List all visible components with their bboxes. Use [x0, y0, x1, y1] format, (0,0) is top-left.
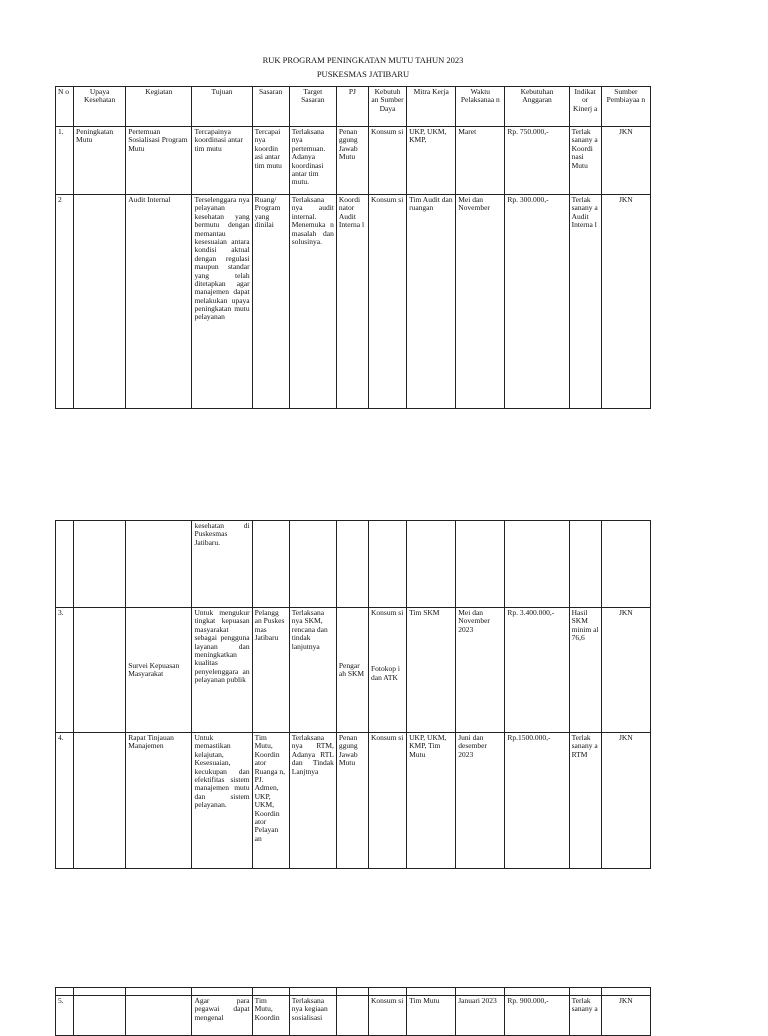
- cell-indikator: Terlak sanany a: [569, 996, 601, 1036]
- header-target-sasaran: Target Sasaran: [289, 87, 336, 127]
- cell-pembiayaan: JKN: [601, 996, 650, 1036]
- header-upaya-kesehatan: Upaya Kesehatan: [74, 87, 126, 127]
- cell-anggaran: Rp. 900.000,-: [505, 996, 569, 1036]
- cell-pembiayaan: JKN: [601, 608, 650, 733]
- header-sasaran: Sasaran: [252, 87, 289, 127]
- cell-upaya: [74, 996, 126, 1036]
- cell-indikator: Terlak sanany a RTM: [569, 733, 601, 869]
- cell-upaya: [74, 608, 126, 733]
- cell-sasaran: Tercapai nya koordin asi antar tim mutu: [252, 127, 289, 195]
- cell-tujuan: kesehatan di Puskesmas Jatibaru.: [192, 521, 252, 608]
- cell-anggaran: Rp. 3.400.000,-: [505, 608, 569, 733]
- document-subtitle: PUSKESMAS JATIBARU: [316, 69, 410, 79]
- header-indikator-kinerja: Indikat or Kinerj a: [569, 87, 601, 127]
- cell-mitra: UKP, UKM, KMP, Tim Mutu: [407, 733, 456, 869]
- cell-pembiayaan: JKN: [601, 195, 650, 409]
- cell-sumber-daya: [368, 608, 406, 733]
- cell-kegiatan: Audit Internal: [126, 195, 192, 409]
- cell-sasaran: Pelangg an Puskes mas Jatibaru: [252, 608, 289, 733]
- cell-waktu: Mei dan November 2023: [456, 608, 505, 733]
- sumber-fotokopi: Fotokop i dan ATK: [370, 664, 400, 682]
- header-kebutuhan-sumber-daya: Kebutuh an Sumber Daya: [368, 87, 406, 127]
- cell-pj: Koordi nator Audit Interna l: [336, 195, 368, 409]
- cell-sasaran: Tim Mutu, Koordin: [252, 996, 289, 1036]
- cell-tujuan: Untuk memastikan kelajutan, Kesesuaian, kecukupan dan efektifitas sistem manajemen mutu dan sistem pelayanan.: [192, 733, 252, 869]
- cell-no: 1.: [56, 127, 74, 195]
- header-pj: PJ: [336, 87, 368, 127]
- cell-anggaran: Rp. 750.000,-: [505, 127, 569, 195]
- cell-waktu: Januari 2023: [456, 996, 505, 1036]
- cell-tujuan: Untuk mengukur tingkat kepuasan masyarakat sebagai pengguna layanan dan meningkatkan kualitas penyelenggara an pelayanan publik: [192, 608, 252, 733]
- cell-sumber-daya: Konsum si: [368, 127, 406, 195]
- cell-pj: Pengar ah SKM: [336, 608, 368, 733]
- cell-sasaran: Tim Mutu, Koordin ator Ruanga n, PJ. Admen, UKP, UKM, Koordin ator Pelayan an: [252, 733, 289, 869]
- cell-target: Terlaksana nya SKM, rencana dan tindak lanjutnya: [289, 608, 336, 733]
- cell-upaya: [74, 195, 126, 409]
- table-header-row: [56, 87, 651, 127]
- cell-indikator: Terlak sanany a Audit Interna l: [569, 195, 601, 409]
- program-table-page-3: [55, 987, 651, 1036]
- cell-target: Terlaksana nya audit internal. Menemuka n masalah dan solusinya.: [289, 195, 336, 409]
- cell-sumber-daya: Konsum si: [368, 195, 406, 409]
- table-row: [56, 521, 651, 608]
- table-row: [56, 733, 651, 869]
- cell-kegiatan: Pertemuan Sosialisasi Program Mutu: [126, 127, 192, 195]
- header-kegiatan: Kegiatan: [126, 87, 192, 127]
- cell-target: Terlaksana nya RTM, Adanya RTL dan Tindak Lanjtnya: [289, 733, 336, 869]
- cell-waktu: Juni dan desember 2023: [456, 733, 505, 869]
- cell-pembiayaan: JKN: [601, 127, 650, 195]
- cell-no: 5.: [56, 996, 74, 1036]
- cell-pj: Penan ggung Jawab Mutu: [336, 733, 368, 869]
- program-table-page-2: [55, 520, 651, 869]
- cell-mitra: UKP, UKM, KMP,: [407, 127, 456, 195]
- cell-sumber-daya: Konsum si: [368, 733, 406, 869]
- table-row: [56, 996, 651, 1036]
- header-mitra-kerja: Mitra Kerja: [407, 87, 456, 127]
- cell-kegiatan: Survei Kepuasan Masyarakat: [126, 608, 192, 733]
- cell-sumber-daya: Konsum si: [368, 996, 406, 1036]
- cell-waktu: Maret: [456, 127, 505, 195]
- header-no: N o: [56, 87, 74, 127]
- cell-upaya: Peningkatan Mutu: [74, 127, 126, 195]
- cell-sasaran: Ruang/ Program yang dinilai: [252, 195, 289, 409]
- cell-pembiayaan: JKN: [601, 733, 650, 869]
- cell-mitra: Tim Mutu: [407, 996, 456, 1036]
- cell-mitra: Tim SKM: [407, 608, 456, 733]
- table-row: [56, 195, 651, 409]
- cell-mitra: Tim Audit dan ruangan: [407, 195, 456, 409]
- cell-anggaran: Rp. 300.000,-: [505, 195, 569, 409]
- cell-pj: Penan ggung Jawab Mutu: [336, 127, 368, 195]
- cell-kegiatan: Rapat Tinjauan Manajemen: [126, 733, 192, 869]
- document-title: RUK PROGRAM PENINGKATAN MUTU TAHUN 2023: [262, 55, 464, 65]
- cell-pj: [336, 996, 368, 1036]
- cell-waktu: Mei dan November: [456, 195, 505, 409]
- cell-indikator: Terlak sanany a Koordi nasi Mutu: [569, 127, 601, 195]
- cell-no: 3.: [56, 608, 74, 733]
- cell-target: Terlaksana nya pertemuan. Adanya koordinasi antar tim mutu.: [289, 127, 336, 195]
- header-waktu-pelaksanaan: Waktu Pelaksanaa n: [456, 87, 505, 127]
- cell-no: 4.: [56, 733, 74, 869]
- cell-target: Terlaksana nya kegiaan sosialisasi: [289, 996, 336, 1036]
- cell-indikator: Hasil SKM minim al 76,6: [569, 608, 601, 733]
- table-row: [56, 608, 651, 733]
- cell-tujuan: Tercapainya koordinasi antar tim mutu: [192, 127, 252, 195]
- program-table-page-1: [55, 86, 651, 409]
- cell-kegiatan: [126, 996, 192, 1036]
- cell-tujuan: Agar para pegawai dapat mengenal: [192, 996, 252, 1036]
- cell-upaya: [74, 733, 126, 869]
- header-kebutuhan-anggaran: Kebutuhan Anggaran: [505, 87, 569, 127]
- sumber-konsumsi: Konsum si: [370, 608, 404, 617]
- cell-no: 2: [56, 195, 74, 409]
- cell-anggaran: Rp.1500.000,-: [505, 733, 569, 869]
- cell-tujuan: Terselenggara nya pelayanan kesehatan yang bermutu dengan memantau kesesuaian antara kondisi aktual dengan regulasi maupun standar yang telah ditetapkan agar manajemen dapat melakukan upaya peningkatan mutu pelayanan: [192, 195, 252, 409]
- header-tujuan: Tujuan: [192, 87, 252, 127]
- table-row: [56, 127, 651, 195]
- header-sumber-pembiayaan: Sumber Pembiayaa n: [601, 87, 650, 127]
